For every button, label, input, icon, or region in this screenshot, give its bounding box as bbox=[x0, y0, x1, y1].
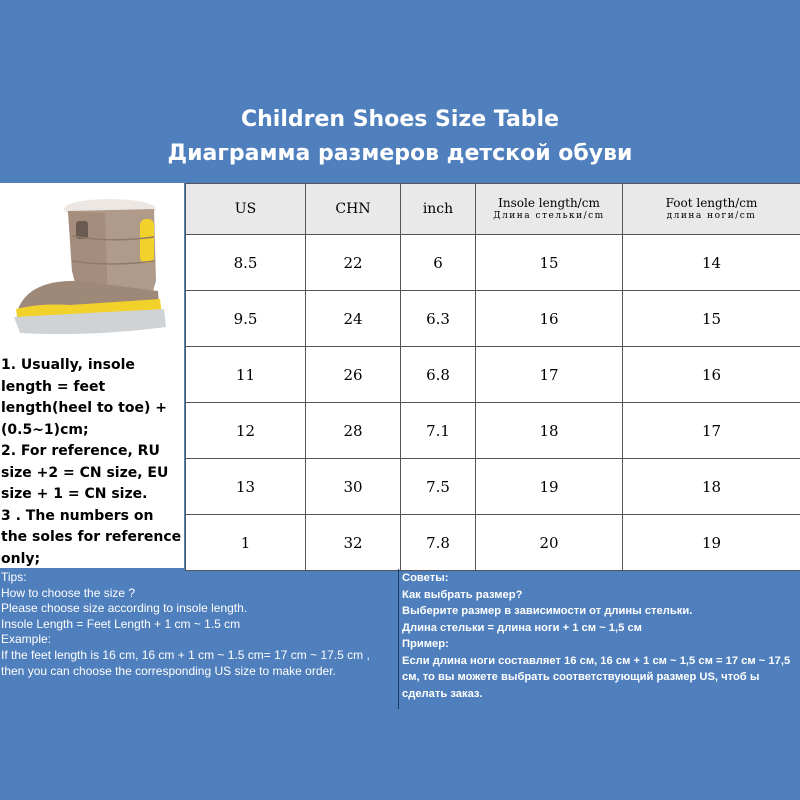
cell-foot: 17 bbox=[623, 403, 800, 459]
cell-us: 8.5 bbox=[186, 235, 306, 291]
note-3: 3 . The numbers on the soles for reference only; bbox=[1, 507, 182, 567]
cell-chn: 30 bbox=[306, 459, 401, 515]
tips-russian bbox=[402, 570, 800, 702]
cell-us: 11 bbox=[186, 347, 306, 403]
tips-ru-line: Если длина ноги составляет 16 см, 16 см + 1 см ~ 1,5 см = 17 см ~ 17,5 см, то вы можете выбрать соответствующий размер US, чтоб ы сделать заказ. bbox=[402, 654, 791, 700]
tips-ru-line: Выберите размер в зависимости от длины стельки. bbox=[402, 605, 693, 617]
note-2: 2. For reference, RU size +2 = CN size, EU size + 1 = CN size. bbox=[1, 443, 169, 502]
table-row bbox=[186, 403, 800, 459]
cell-foot: 19 bbox=[623, 515, 800, 571]
header-foot bbox=[623, 184, 800, 235]
cell-insole: 20 bbox=[476, 515, 623, 571]
tips-en-line: If the feet length is 16 cm, 16 cm + 1 cm ~ 1.5 cm= 17 cm ~ 17.5 cm , then you can choose the corresponding US size to make order. bbox=[1, 647, 370, 678]
cell-inch: 7.1 bbox=[401, 403, 476, 459]
tips-ru-heading: Советы: bbox=[402, 572, 449, 584]
size-notes bbox=[1, 355, 184, 568]
cell-inch: 6 bbox=[401, 235, 476, 291]
header-insole bbox=[476, 184, 623, 235]
cell-chn: 28 bbox=[306, 403, 401, 459]
tips-ru-line: Как выбрать размер? bbox=[402, 588, 523, 601]
header-us: US bbox=[186, 184, 306, 235]
cell-insole: 16 bbox=[476, 291, 623, 347]
note-1: 1. Usually, insole length = feet length(heel to toe) + (0.5~1)cm; bbox=[1, 357, 167, 438]
tips-en-line: Insole Length = Feet Length + 1 cm ~ 1.5 cm bbox=[1, 616, 241, 631]
table-row bbox=[186, 291, 800, 347]
tips-en-line: Example: bbox=[1, 632, 52, 647]
cell-us: 1 bbox=[186, 515, 306, 571]
cell-us: 9.5 bbox=[186, 291, 306, 347]
cell-chn: 24 bbox=[306, 291, 401, 347]
cell-inch: 6.8 bbox=[401, 347, 476, 403]
tips-en-heading: Tips: bbox=[1, 570, 27, 584]
cell-insole: 15 bbox=[476, 235, 623, 291]
cell-insole: 18 bbox=[476, 403, 623, 459]
size-table bbox=[185, 183, 800, 571]
header-insole-ru: Длина стельки/cm bbox=[493, 211, 605, 221]
cell-chn: 26 bbox=[306, 347, 401, 403]
tips-english bbox=[1, 570, 391, 679]
cell-insole: 19 bbox=[476, 459, 623, 515]
table-header-row bbox=[186, 184, 800, 235]
cell-insole: 17 bbox=[476, 347, 623, 403]
tips-ru-line: Длина стельки = длина ноги + 1 см ~ 1,5 см bbox=[402, 621, 642, 634]
header-foot-ru: длина ноги/cm bbox=[666, 211, 757, 221]
tips-ru-line: Пример: bbox=[402, 638, 449, 650]
table-row bbox=[186, 235, 800, 291]
table-row bbox=[186, 515, 800, 571]
header-inch: inch bbox=[401, 184, 476, 235]
cell-chn: 22 bbox=[306, 235, 401, 291]
tips-en-line: Please choose size according to insole length. bbox=[1, 601, 248, 616]
cell-inch: 6.3 bbox=[401, 291, 476, 347]
cell-foot: 16 bbox=[623, 347, 800, 403]
cell-us: 13 bbox=[186, 459, 306, 515]
cell-foot: 15 bbox=[623, 291, 800, 347]
title-ru: Диаграмма размеров детской обуви bbox=[167, 141, 633, 166]
header-insole-en: Insole length/cm bbox=[498, 196, 600, 210]
header-foot-en: Foot length/cm bbox=[665, 196, 758, 210]
tips-section bbox=[0, 569, 800, 709]
child-snow-boot-icon bbox=[10, 191, 170, 341]
tips-en-line: How to choose the size ? bbox=[1, 585, 136, 600]
left-panel bbox=[0, 183, 184, 568]
cell-foot: 14 bbox=[623, 235, 800, 291]
table-row bbox=[186, 347, 800, 403]
cell-inch: 7.5 bbox=[401, 459, 476, 515]
cell-us: 12 bbox=[186, 403, 306, 459]
title-en: Children Shoes Size Table bbox=[240, 107, 560, 132]
table-row bbox=[186, 459, 800, 515]
tips-divider bbox=[398, 569, 399, 709]
cell-chn: 32 bbox=[306, 515, 401, 571]
header-chn: CHN bbox=[306, 184, 401, 235]
cell-inch: 7.8 bbox=[401, 515, 476, 571]
cell-foot: 18 bbox=[623, 459, 800, 515]
title-block bbox=[0, 103, 800, 171]
